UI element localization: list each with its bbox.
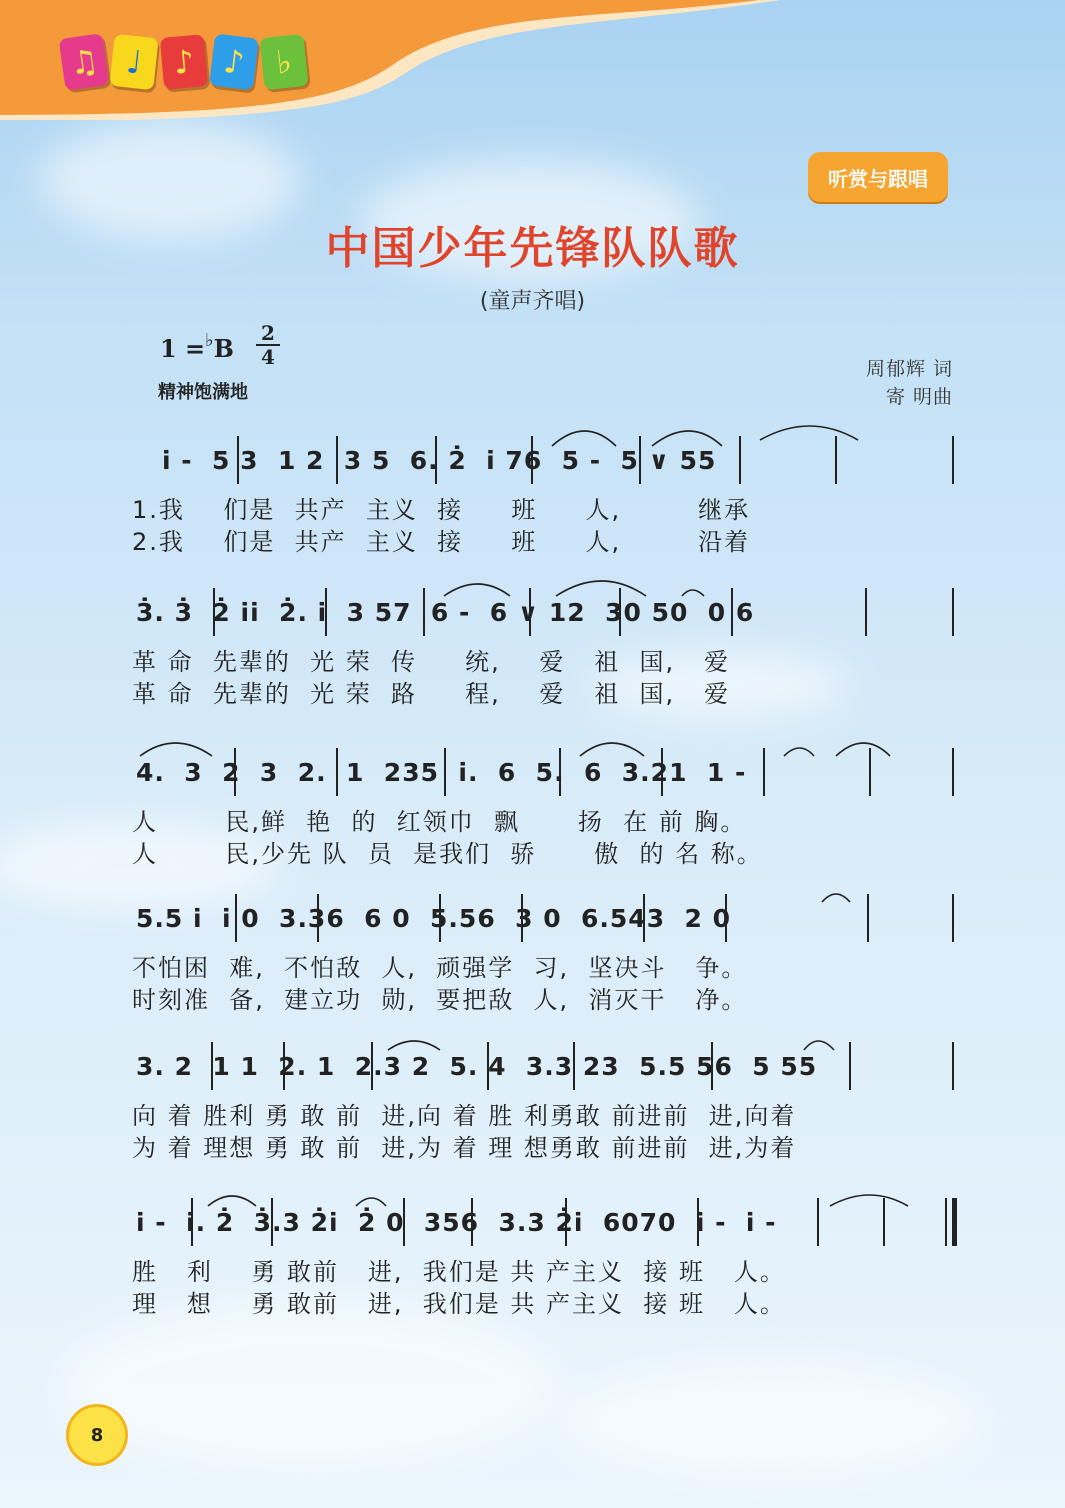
note-tile-4: ♪	[209, 34, 259, 91]
flat-symbol: ♭	[205, 330, 214, 351]
note-tile-2: ♩	[109, 34, 158, 90]
song-title: 中国少年先锋队队歌	[325, 223, 740, 274]
notation-text: i̇ - 5 3 1 2 3 5 6. 2̇ i̇ 76 5 - 5 ∨ 55	[162, 446, 717, 475]
notation-text: 3. 2 1 1 2. 1 2.3 2 5. 4 3.3 23 5.5 56 5 55	[136, 1052, 818, 1081]
lyric-verse-2: 为 着 理想 勇 敢 前 进,为 着 理 想勇敢 前进前 进,为着	[132, 1134, 797, 1162]
song-subtitle: (童声齐唱)	[479, 289, 586, 314]
lyric-verse-2: 时刻准 备, 建立功 勋, 要把敌 人, 消灭干 净。	[132, 986, 748, 1014]
lyric-verse-1: 人 民,鲜 艳 的 红领巾 飘 扬 在 前 胸。	[132, 808, 747, 836]
composer-credit: 寄 明曲	[885, 386, 953, 408]
lyric-verse-2: 革 命 先辈的 光 荣 路 程, 爱 祖 国, 爱	[132, 680, 730, 708]
notation-text: 5.5 i̇ i̇ 0 3.36 6 0 5.56 3 0 6.543 2 0	[136, 904, 732, 933]
note-tile-1: ♫	[59, 33, 110, 91]
key-note: B	[213, 334, 234, 363]
notation-text: 4. 3 2 3 2. 1 235 i̇. 6 5. 6 3.21 1 -	[136, 758, 747, 787]
lyric-verse-2: 理 想 勇 敢前 进, 我们是 共 产主义 接 班 人。	[132, 1290, 786, 1318]
key-prefix: 1 =	[160, 334, 206, 363]
lyric-verse-1: 不怕困 难, 不怕敌 人, 顽强学 习, 坚决斗 争。	[132, 954, 748, 982]
time-signature-top: 2	[256, 322, 280, 346]
section-badge: 听赏与跟唱	[808, 152, 948, 202]
notation-text: i̇ - i̇. 2̇ 3̇.3 2̇i̇ 2̇ 0 356 3.3 2̇i̇ 6070 i̇ - i̇ -	[136, 1208, 777, 1237]
lyricist-credit: 周郁辉 词	[865, 358, 953, 380]
time-signature-bottom: 4	[261, 345, 275, 369]
page-number: 8	[66, 1404, 128, 1466]
lyric-verse-1: 向 着 胜利 勇 敢 前 进,向 着 胜 利勇敢 前进前 进,向着	[132, 1102, 797, 1130]
lyric-verse-1: 1.我 们是 共产 主义 接 班 人, 继承	[132, 496, 751, 524]
tempo-marking: 精神饱满地	[158, 382, 248, 403]
lyric-verse-1: 胜 利 勇 敢前 进, 我们是 共 产主义 接 班 人。	[132, 1258, 786, 1286]
lyric-verse-2: 人 民,少先 队 员 是我们 骄 傲 的 名 称。	[132, 840, 763, 868]
lyric-verse-1: 革 命 先辈的 光 荣 传 统, 爱 祖 国, 爱	[132, 648, 730, 676]
note-tile-3: ♪	[160, 34, 208, 90]
lyric-verse-2: 2.我 们是 共产 主义 接 班 人, 沿着	[132, 528, 751, 556]
note-tile-5: ♭	[259, 34, 308, 90]
notation-text: 3̇. 3̇ 2̇ i̇i̇ 2̇. i̇ 3 57 6 - 6 ∨ 12 30 50 0 6	[136, 598, 755, 627]
